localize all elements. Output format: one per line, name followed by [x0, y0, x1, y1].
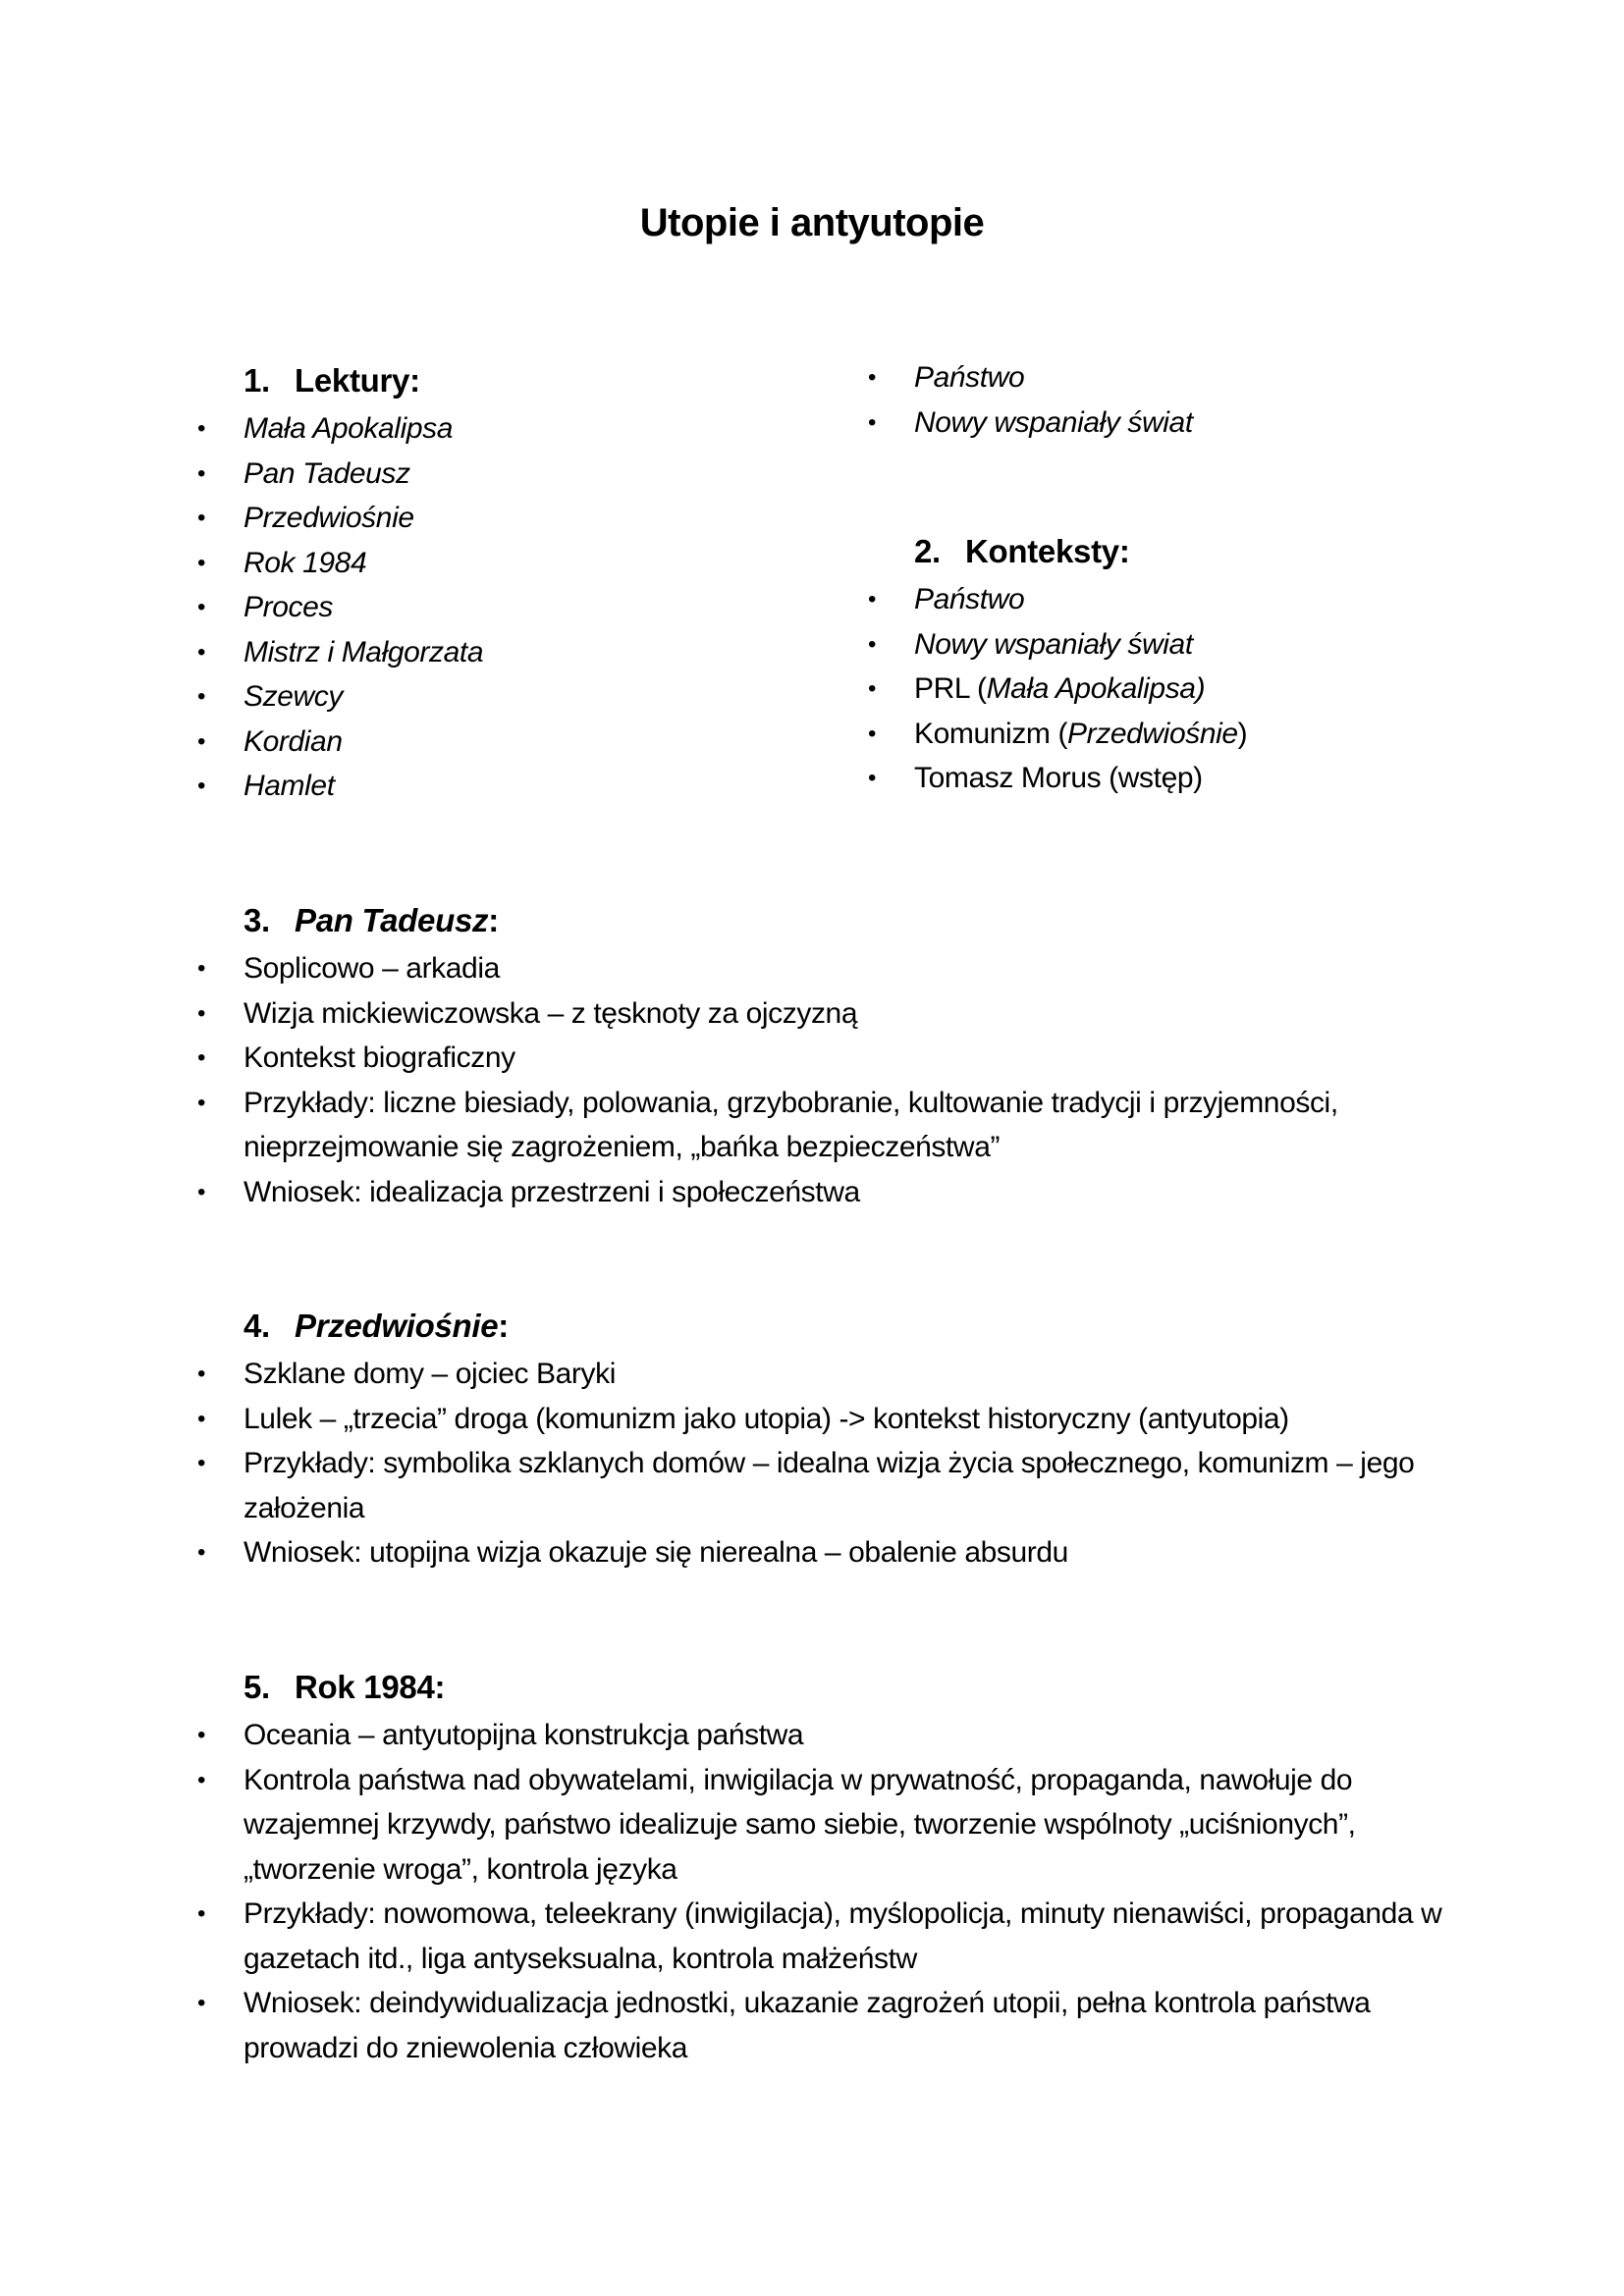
bullet-icon: • [197, 1450, 206, 1476]
bullet-icon: • [197, 415, 206, 442]
list-item [191, 1441, 1468, 1530]
bullet-icon: • [197, 1405, 206, 1432]
item-text: Pan Tadeusz [244, 456, 410, 490]
bullet-icon: • [868, 586, 877, 613]
section-number: 1. [244, 362, 270, 399]
przedwiosnie-list [191, 1352, 1468, 1575]
bullet-icon: • [868, 675, 877, 702]
item-text: Przedwiośnie [244, 502, 414, 534]
item-text: Wizja mickiewiczowska – z tęsknoty za ojczyzną [244, 996, 858, 1030]
item-title: Przedwiośnie [1067, 717, 1238, 750]
bullet-icon: • [197, 1539, 206, 1566]
bullet-icon: • [197, 1178, 206, 1205]
item-text: Wniosek: idealizacja przestrzeni i społeczeństwa [244, 1175, 860, 1208]
bullet-icon: • [197, 459, 206, 487]
bullet-icon: • [197, 727, 206, 755]
section-title-suffix: : [488, 902, 499, 938]
section-title: Konteksty: [965, 533, 1130, 569]
section-heading [191, 895, 1468, 946]
list-item [191, 1170, 1468, 1215]
item-text: Lulek – „trzecia” droga (komunizm jako utopia) -> kontekst historyczny (antyutopia) [244, 1402, 1289, 1435]
item-title: Mała Apokalipsa) [986, 672, 1206, 705]
list-item [191, 1981, 1468, 2070]
section-heading [862, 526, 1471, 577]
section-title: Przedwiośnie [295, 1308, 499, 1344]
list-item [862, 712, 1471, 757]
list-item [191, 452, 800, 497]
item-text: Szewcy [244, 680, 343, 713]
section-konteksty [862, 526, 1471, 801]
item-text: Państwo [914, 361, 1025, 394]
section-heading [191, 1662, 1468, 1713]
item-text: Tomasz Morus (wstęp) [914, 762, 1203, 794]
section-pan-tadeusz [191, 895, 1468, 1214]
section-number: 2. [914, 533, 941, 569]
list-item [862, 400, 1471, 446]
bullet-icon: • [197, 505, 206, 531]
section-title-suffix: : [498, 1308, 509, 1344]
item-text: Kontrola państwa nad obywatelami, inwigilacja w prywatność, propaganda, nawołuje do wzajemnej krzywdy, państwo idealizuje samo siebie, tworzenie wspólnoty „uciśnionych”, „tworzenie wroga”, kontrola języka [244, 1763, 1356, 1886]
list-item [191, 585, 800, 630]
item-text: Mała Apokalipsa [244, 412, 454, 445]
item-text: Proces [244, 591, 333, 623]
bullet-icon: • [197, 683, 206, 710]
section-title: Lektury: [295, 362, 420, 399]
bullet-icon: • [197, 1044, 206, 1071]
bullet-icon: • [868, 765, 877, 791]
list-item [191, 1713, 1468, 1758]
item-title: Państwo [914, 583, 1025, 615]
list-item [191, 1397, 1468, 1442]
bullet-icon: • [197, 1990, 206, 2016]
section-heading [191, 355, 800, 406]
list-item [862, 622, 1471, 667]
list-item [191, 764, 800, 809]
bullet-icon: • [197, 549, 206, 576]
item-text: Kordian [244, 724, 343, 758]
item-title: Nowy wspaniały świat [914, 627, 1193, 661]
lektury-list-continued [862, 355, 1471, 445]
bullet-icon: • [868, 630, 877, 658]
list-item [191, 541, 800, 586]
section-przedwiosnie [191, 1301, 1468, 1575]
list-item [862, 667, 1471, 712]
bullet-icon: • [197, 1766, 206, 1793]
list-item [862, 355, 1471, 400]
item-text: Wniosek: utopijna wizja okazuje się nierealna – obalenie absurdu [244, 1536, 1068, 1569]
bullet-icon: • [868, 720, 877, 747]
list-item [191, 496, 800, 541]
item-text: Przykłady: symbolika szklanych domów – idealna wizja życia społecznego, komunizm – jego założenia [244, 1447, 1415, 1524]
list-item [191, 1530, 1468, 1575]
bullet-icon: • [868, 364, 877, 391]
bullet-icon: • [197, 1900, 206, 1927]
item-text: Hamlet [244, 770, 335, 802]
list-item [191, 720, 800, 765]
list-item [862, 577, 1471, 622]
section-rok-1984 [191, 1662, 1468, 2070]
document-title: Utopie i antyutopie [639, 201, 985, 244]
rok-1984-list [191, 1713, 1468, 2070]
item-text: Rok 1984 [244, 546, 367, 579]
list-item [862, 756, 1471, 801]
item-text: Komunizm ( [914, 717, 1068, 750]
section-title: Pan Tadeusz [295, 902, 489, 938]
item-text: Wniosek: deindywidualizacja jednostki, ukazanie zagrożeń utopii, pełna kontrola państwa prowadzi do zniewolenia człowieka [244, 1987, 1371, 2064]
section-number: 4. [244, 1308, 270, 1344]
list-item [191, 1758, 1468, 1893]
section-heading [191, 1301, 1468, 1352]
item-text: ) [1237, 717, 1248, 750]
section-number: 3. [244, 902, 270, 938]
list-item [191, 674, 800, 720]
list-item [191, 991, 1468, 1037]
bullet-icon: • [197, 594, 206, 620]
list-item [191, 1892, 1468, 1981]
item-text: Oceania – antyutopijna konstrukcja państwa [244, 1719, 804, 1751]
bullet-icon: • [197, 1361, 206, 1387]
bullet-icon: • [197, 773, 206, 799]
list-item [191, 946, 1468, 991]
item-text: Przykłady: liczne biesiady, polowania, grzybobranie, kultowanie tradycji i przyjemności, nieprzejmowanie się zagrożeniem, „bańka bezpieczeństwa” [244, 1086, 1338, 1163]
bullet-icon: • [868, 408, 877, 436]
right-column [862, 355, 1471, 801]
item-text: Kontekst biograficzny [244, 1041, 515, 1074]
item-text: PRL ( [914, 672, 987, 705]
section-number: 5. [244, 1669, 270, 1705]
bullet-icon: • [197, 1089, 206, 1116]
item-text: Przykłady: nowomowa, teleekrany (inwigilacja), myślopolicja, minuty nienawiści, propaganda w gazetach itd., liga antyseksualna, kontrola małżeństw [244, 1897, 1442, 1975]
list-item [191, 406, 800, 452]
bullet-icon: • [197, 999, 206, 1027]
list-item [191, 1036, 1468, 1081]
list-item [191, 1352, 1468, 1397]
item-text: Nowy wspaniały świat [914, 405, 1193, 439]
bullet-icon: • [197, 955, 206, 982]
item-text: Szklane domy – ojciec Baryki [244, 1358, 616, 1390]
item-text: Mistrz i Małgorzata [244, 635, 484, 668]
konteksty-list [862, 577, 1471, 801]
lektury-list [191, 406, 800, 809]
section-title: Rok 1984: [295, 1669, 446, 1705]
section-lektury [191, 355, 800, 809]
bullet-icon: • [197, 1722, 206, 1748]
item-text: Soplicowo – arkadia [244, 952, 500, 985]
bullet-icon: • [197, 638, 206, 666]
pan-tadeusz-list [191, 946, 1468, 1214]
list-item [191, 630, 800, 675]
list-item [191, 1081, 1468, 1170]
